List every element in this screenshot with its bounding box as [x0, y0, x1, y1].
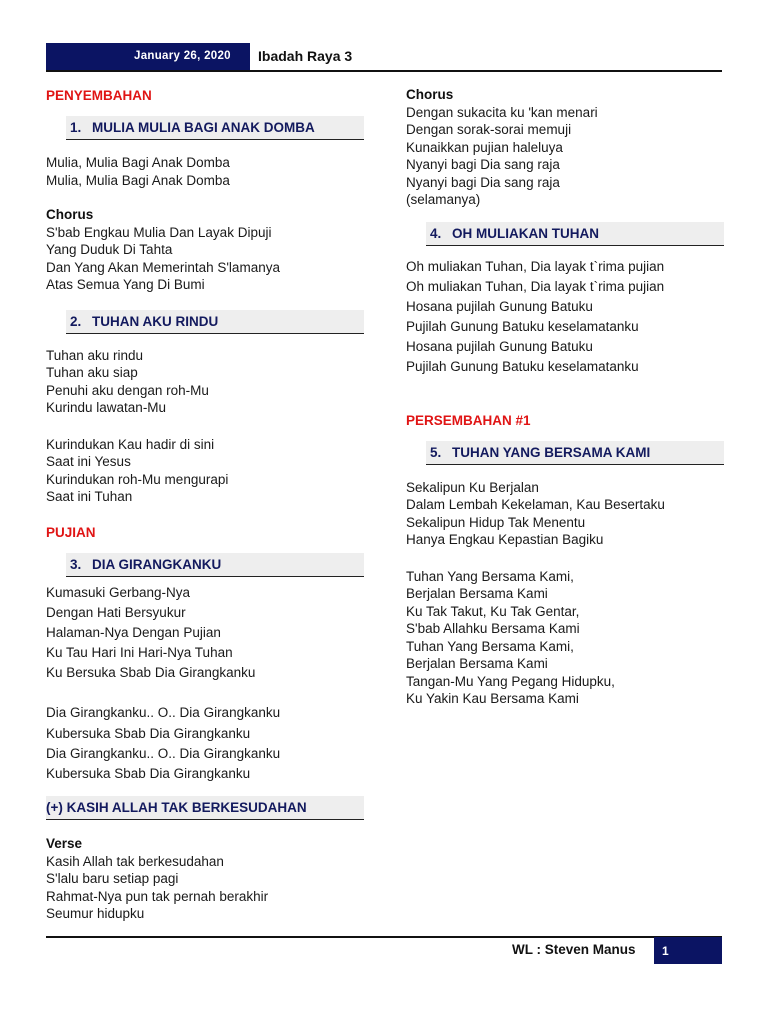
lyric-line: Halaman-Nya Dengan Pujian — [46, 624, 221, 640]
page-number: 1 — [662, 944, 669, 958]
lyric-line: Ku Bersuka Sbab Dia Girangkanku — [46, 665, 256, 681]
lyric-line: Nyanyi bagi Dia sang raja — [406, 157, 560, 172]
lyric-line: Penuhi aku dengan roh-Mu — [46, 382, 209, 398]
lyric-line: Ku Tak Takut, Ku Tak Gentar, — [406, 603, 580, 619]
song-number: 4. — [430, 225, 442, 241]
right-column — [406, 86, 724, 708]
song-title-2 — [66, 310, 364, 334]
song-title-3 — [66, 553, 364, 577]
lyric-line: Yang Duduk Di Tahta — [46, 242, 173, 257]
lyric-line: Kubersuka Sbab Dia Girangkanku — [46, 725, 251, 741]
song-number: 5. — [430, 444, 442, 460]
lyric-line: Saat ini Yesus — [46, 454, 131, 469]
song-title-4 — [426, 222, 724, 246]
header-divider — [46, 70, 722, 72]
lyric-line: Tuhan aku rindu — [46, 347, 144, 363]
song-title-1 — [66, 116, 364, 140]
lyric-line: Atas Semua Yang Di Bumi — [46, 277, 205, 292]
lyric-line: Kubersuka Sbab Dia Girangkanku — [46, 766, 251, 781]
lyric-line: Hosana pujilah Gunung Batuku — [406, 298, 593, 314]
lyric-line: Tangan-Mu Yang Pegang Hidupku, — [406, 673, 615, 689]
lyric-line: Oh muliakan Tuhan, Dia layak t`rima pujian — [406, 278, 665, 294]
lyric-line: (selamanya) — [406, 192, 481, 207]
song-title-text: OH MULIAKAN TUHAN — [452, 225, 599, 241]
song-title-text: TUHAN YANG BERSAMA KAMI — [452, 444, 651, 460]
lyric-line: Kurindukan Kau hadir di sini — [46, 436, 215, 452]
lyric-line: Berjalan Bersama Kami — [406, 656, 548, 672]
lyric-line: Tuhan Yang Bersama Kami, — [406, 638, 574, 654]
lyric-line: Pujilah Gunung Batuku keselamatanku — [406, 359, 639, 375]
lyric-line: Kumasuki Gerbang-Nya — [46, 584, 191, 600]
section-heading-pujian: PUJIAN — [46, 524, 96, 540]
song-number: 1. — [70, 120, 82, 135]
lyric-line: Hosana pujilah Gunung Batuku — [406, 339, 593, 355]
lyric-line: Kasih Allah tak berkesudahan — [46, 853, 224, 869]
lyric-line: Sekalipun Ku Berjalan — [406, 479, 539, 495]
song-title-text: TUHAN AKU RINDU — [92, 313, 219, 329]
chorus-label: Chorus — [406, 87, 454, 102]
lyric-line: Kurindukan roh-Mu mengurapi — [46, 471, 229, 487]
footer-worship-leader: WL : Steven Manus — [512, 942, 636, 957]
lyric-line: Berjalan Bersama Kami — [406, 586, 548, 602]
lyric-line: Pujilah Gunung Batuku keselamatanku — [406, 319, 639, 335]
lyric-line: Dalam Lembah Kekelaman, Kau Besertaku — [406, 497, 665, 513]
lyric-line: Dia Girangkanku.. O.. Dia Girangkanku — [46, 705, 281, 721]
lyric-line: S'lalu baru setiap pagi — [46, 871, 179, 887]
left-column — [46, 86, 364, 923]
lyric-line: Hanya Engkau Kepastian Bagiku — [406, 532, 604, 548]
lyric-line: Kurindu lawatan-Mu — [46, 400, 167, 415]
lyric-line: Dia Girangkanku.. O.. Dia Girangkanku — [46, 745, 281, 761]
header-title: Ibadah Raya 3 — [258, 48, 353, 64]
lyric-line: Mulia, Mulia Bagi Anak Domba — [46, 172, 230, 188]
chorus-label: Chorus — [46, 207, 94, 222]
lyric-line: Dan Yang Akan Memerintah S'lamanya — [46, 259, 280, 275]
lyric-line: Ku Tau Hari Ini Hari-Nya Tuhan — [46, 645, 233, 661]
lyric-line: Dengan sukacita ku 'kan menari — [406, 104, 598, 120]
verse-label: Verse — [46, 836, 83, 852]
song-title-5 — [426, 441, 724, 465]
lyric-line: S'bab Allahku Bersama Kami — [406, 621, 580, 637]
lyric-line: Seumur hidupku — [46, 906, 145, 922]
lyric-line: S'bab Engkau Mulia Dan Layak Dipuji — [46, 224, 272, 240]
header-date: January 26, 2020 — [134, 50, 231, 62]
lyric-line: Oh muliakan Tuhan, Dia layak t`rima pujian — [406, 258, 665, 274]
lyric-line: Sekalipun Hidup Tak Menentu — [406, 514, 586, 530]
section-heading-persembahan: PERSEMBAHAN #1 — [406, 412, 531, 428]
lyric-line: Dengan sorak-sorai memuji — [406, 122, 572, 137]
song-title-text: (+) KASIH ALLAH TAK BERKESUDAHAN — [46, 800, 307, 816]
lyric-line: Saat ini Tuhan — [46, 489, 133, 504]
lyric-line: Tuhan aku siap — [46, 365, 138, 380]
lyric-line: Kunaikkan pujian haleluya — [406, 139, 563, 155]
lyric-line: Tuhan Yang Bersama Kami, — [406, 568, 574, 584]
song-title-text: MULIA MULIA BAGI ANAK DOMBA — [92, 120, 315, 135]
lyric-line: Ku Yakin Kau Bersama Kami — [406, 691, 579, 707]
lyric-line: Nyanyi bagi Dia sang raja — [406, 174, 560, 190]
song-number: 3. — [70, 556, 82, 572]
lyric-line: Mulia, Mulia Bagi Anak Domba — [46, 155, 230, 170]
lyric-line: Rahmat-Nya pun tak pernah berakhir — [46, 888, 269, 904]
footer-divider — [46, 936, 722, 938]
song-number: 2. — [70, 313, 82, 329]
section-heading-penyembahan: PENYEMBAHAN — [46, 88, 152, 103]
song-title-text: DIA GIRANGKANKU — [92, 556, 222, 572]
lyric-line: Dengan Hati Bersyukur — [46, 604, 186, 620]
song-title-extra — [46, 796, 364, 820]
